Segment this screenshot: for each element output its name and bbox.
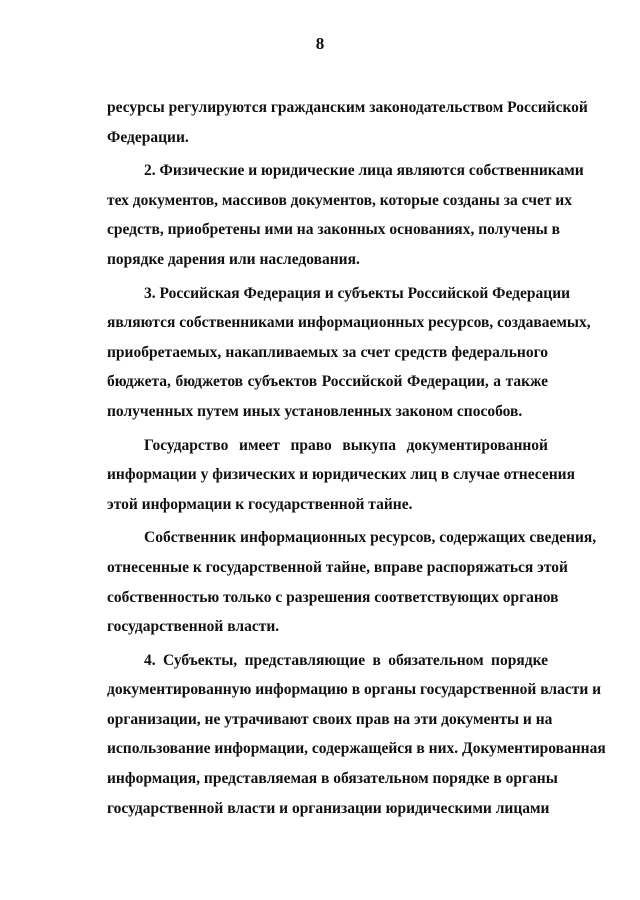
paragraph — [107, 279, 591, 427]
paragraph-line: полученных путем иных установленных законом способов. — [107, 402, 523, 420]
paragraph-line: средств, приобретены ими на законных основаниях, получены в — [107, 221, 561, 239]
paragraph-line: этой информации к государственной тайне. — [107, 495, 413, 513]
paragraph-line: приобретаемых, накапливаемых за счет средств федерального — [107, 343, 548, 361]
paragraph — [107, 156, 584, 274]
paragraph-line: информация, представляемая в обязательном порядке в органы — [107, 770, 558, 788]
paragraph — [107, 646, 606, 824]
paragraph-line: документированную информацию в органы государственной власти и — [107, 681, 602, 699]
document-body — [107, 93, 606, 823]
paragraph-line: порядке дарения или наследования. — [107, 250, 360, 268]
paragraph — [107, 93, 588, 152]
paragraph-line: Государство имеет право выкупа документированной — [144, 436, 548, 454]
paragraph — [107, 523, 597, 641]
paragraph-line: тех документов, массивов документов, которые созданы за счет их — [107, 191, 572, 209]
paragraph-line: 2. Физические и юридические лица являются собственниками — [144, 162, 584, 180]
paragraph-line: бюджета, бюджетов субъектов Российской Федерации, а также — [107, 373, 548, 391]
paragraph-line: государственной власти и организации юридическими лицами — [107, 799, 550, 817]
paragraph-line: 3. Российская Федерация и субъекты Российской Федерации — [144, 284, 571, 302]
paragraph — [107, 431, 575, 520]
paragraph-line: собственностью только с разрешения соответствующих органов — [107, 588, 559, 606]
paragraph-line: ресурсы регулируются гражданским законодательством Российской — [107, 99, 588, 116]
paragraph-line: государственной власти. — [107, 618, 280, 636]
paragraph-line: организации, не утрачивают своих прав на эти документы и на — [107, 710, 553, 728]
paragraph-line: информации у физических и юридических лиц в случае отнесения — [107, 466, 575, 484]
page-number: 8 — [315, 34, 325, 53]
paragraph-line: 4. Субъекты, представляющие в обязательном порядке — [144, 651, 548, 669]
paragraph-line: отнесенные к государственной тайне, вправе распоряжаться этой — [107, 558, 568, 576]
paragraph-line: Федерации. — [107, 128, 189, 146]
paragraph-line: использование информации, содержащейся в них. Документированная — [107, 740, 606, 758]
paragraph-line: являются собственниками информационных ресурсов, создаваемых, — [107, 314, 591, 332]
paragraph-line: Собственник информационных ресурсов, содержащих сведения, — [144, 529, 597, 547]
